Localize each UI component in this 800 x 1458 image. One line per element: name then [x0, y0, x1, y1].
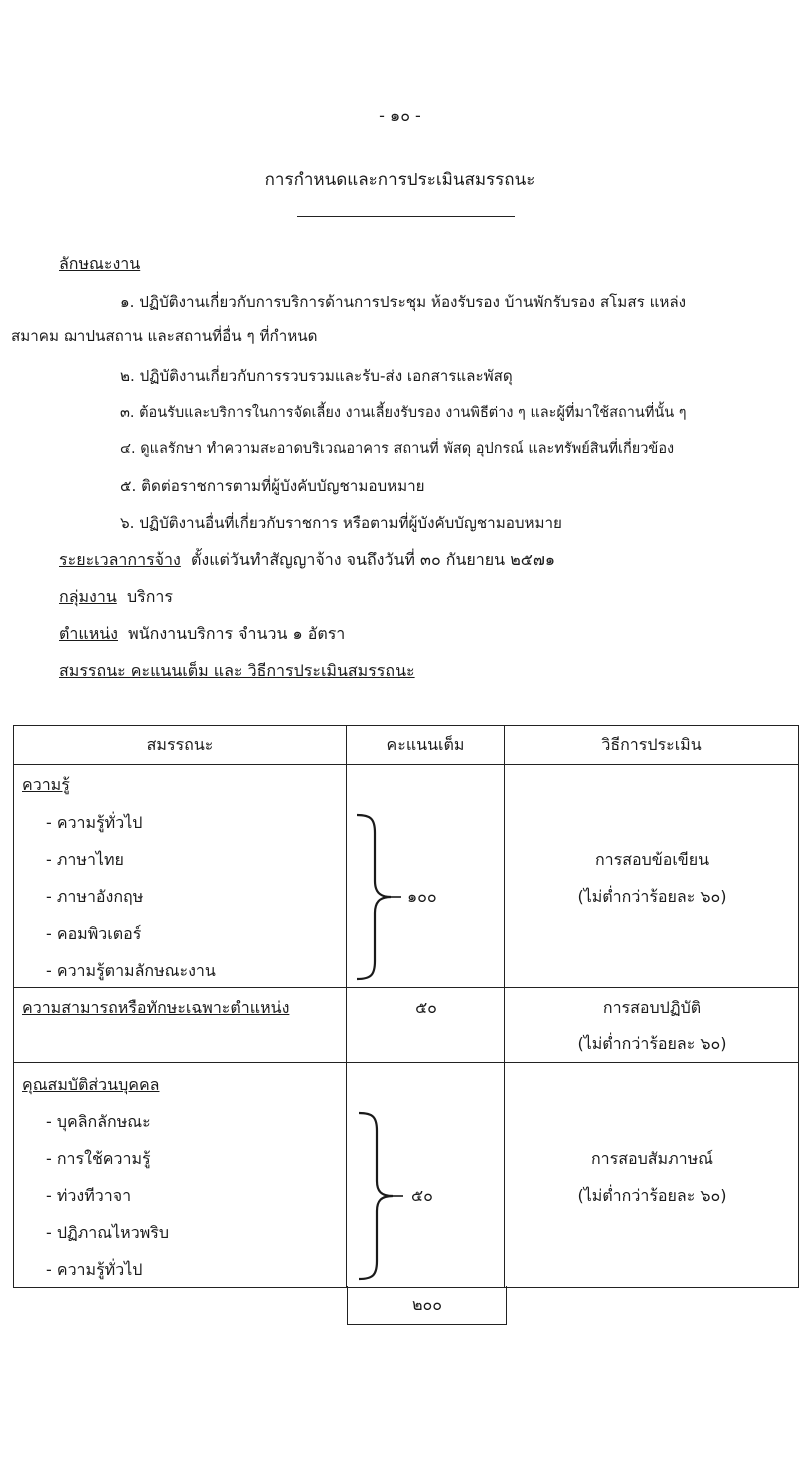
score-cell — [347, 765, 505, 988]
table-row — [14, 988, 799, 1063]
position-value: พนักงานบริการ จำนวน ๑ อัตรา — [128, 624, 346, 643]
score-value: ๕๐ — [415, 998, 437, 1017]
group-label: ความรู้ — [22, 775, 70, 794]
list-item: - ความรู้ทั่วไป — [46, 813, 143, 832]
method-label: การสอบข้อเขียน — [594, 850, 710, 869]
list-item: - ความรู้ทั่วไป — [46, 1260, 143, 1279]
group-label: ความสามารถหรือทักษะเฉพาะตำแหน่ง — [22, 998, 290, 1017]
page-number: - ๑๐ - — [379, 106, 421, 125]
work-group-label: กลุ่มงาน — [59, 587, 117, 606]
employment-period-value: ตั้งแต่วันทำสัญญาจ้าง จนถึงวันที่ ๓๐ กันยายน ๒๕๗๑ — [191, 550, 556, 569]
list-item: - การใช้ความรู้ — [46, 1149, 151, 1168]
competency-table — [13, 725, 799, 1288]
list-item: - บุคลิกลักษณะ — [46, 1112, 151, 1131]
criteria-label: (ไม่ต่ำกว่าร้อยละ ๖๐) — [577, 1034, 727, 1053]
method-label: การสอบสัมภาษณ์ — [590, 1149, 714, 1168]
job-item-4: ๔. ดูแลรักษา ทำความสะอาดบริเวณอาคาร สถานที่ พัสดุ อุปกรณ์ และทรัพย์สินที่เกี่ยวข้อง — [120, 441, 675, 457]
competency-cell — [14, 765, 347, 988]
work-group-value: บริการ — [126, 587, 173, 606]
table-header-row — [14, 726, 799, 765]
list-item: - คอมพิวเตอร์ — [46, 924, 142, 943]
list-item: - ท่วงทีวาจา — [46, 1186, 132, 1205]
criteria-label: (ไม่ต่ำกว่าร้อยละ ๖๐) — [577, 1186, 727, 1205]
competency-cell — [14, 1063, 347, 1288]
job-item-5: ๕. ติดต่อราชการตามที่ผู้บังคับบัญชามอบหมาย — [120, 477, 425, 495]
right-brace-icon — [351, 813, 401, 981]
job-item-2: ๒. ปฏิบัติงานเกี่ยวกับการรวบรวมและรับ-ส่ง เอกสารและพัสดุ — [120, 367, 513, 385]
score-value: ๑๐๐ — [407, 887, 437, 906]
competency-cell — [14, 988, 347, 1063]
employment-period — [59, 548, 555, 573]
job-item-6: ๖. ปฏิบัติงานอื่นที่เกี่ยวกับราชการ หรือตามที่ผู้บังคับบัญชามอบหมาย — [120, 514, 562, 532]
total-score: ๒๐๐ — [347, 1286, 507, 1325]
group-label: คุณสมบัติส่วนบุคคล — [22, 1075, 160, 1094]
method-cell — [505, 988, 799, 1063]
method-cell — [505, 765, 799, 988]
job-description-heading: ลักษณะงาน — [59, 254, 141, 273]
work-group — [59, 585, 173, 610]
score-cell — [347, 1063, 505, 1288]
header-method: วิธีการประเมิน — [505, 726, 799, 765]
score-value: ๕๐ — [411, 1186, 433, 1205]
table-row — [14, 765, 799, 988]
criteria-label: (ไม่ต่ำกว่าร้อยละ ๖๐) — [577, 887, 727, 906]
position-label: ตำแหน่ง — [59, 624, 118, 643]
list-item: - ปฏิภาณไหวพริบ — [46, 1223, 170, 1242]
list-item: - ภาษาอังกฤษ — [46, 887, 144, 906]
score-cell — [347, 988, 505, 1063]
list-item: - ความรู้ตามลักษณะงาน — [46, 961, 216, 980]
table-row — [14, 1063, 799, 1288]
method-label: การสอบปฏิบัติ — [602, 998, 702, 1017]
position — [59, 622, 345, 647]
job-item-3: ๓. ต้อนรับและบริการในการจัดเลี้ยง งานเลี้ยงรับรอง งานพิธีต่าง ๆ และผู้ที่มาใช้สถานที่นั้น ๆ — [120, 405, 687, 421]
job-item-1-line-1: ๑. ปฏิบัติงานเกี่ยวกับการบริการด้านการประชุม ห้องรับรอง บ้านพักรับรอง สโมสร แหล่ง — [120, 293, 687, 311]
list-item: - ภาษาไทย — [46, 850, 124, 869]
method-cell — [505, 1063, 799, 1288]
employment-period-label: ระยะเวลาการจ้าง — [59, 550, 181, 569]
header-competency: สมรรถนะ — [14, 726, 347, 765]
header-full-score: คะแนนเต็ม — [347, 726, 505, 765]
right-brace-icon — [353, 1111, 403, 1281]
title-divider — [297, 216, 515, 217]
page-title: การกำหนดและการประเมินสมรรถนะ — [264, 170, 536, 190]
competency-heading: สมรรถนะ คะแนนเต็ม และ วิธีการประเมินสมรรถนะ — [59, 661, 415, 680]
job-item-1-line-2: สมาคม ฌาปนสถาน และสถานที่อื่น ๆ ที่กำหนด — [11, 327, 318, 345]
